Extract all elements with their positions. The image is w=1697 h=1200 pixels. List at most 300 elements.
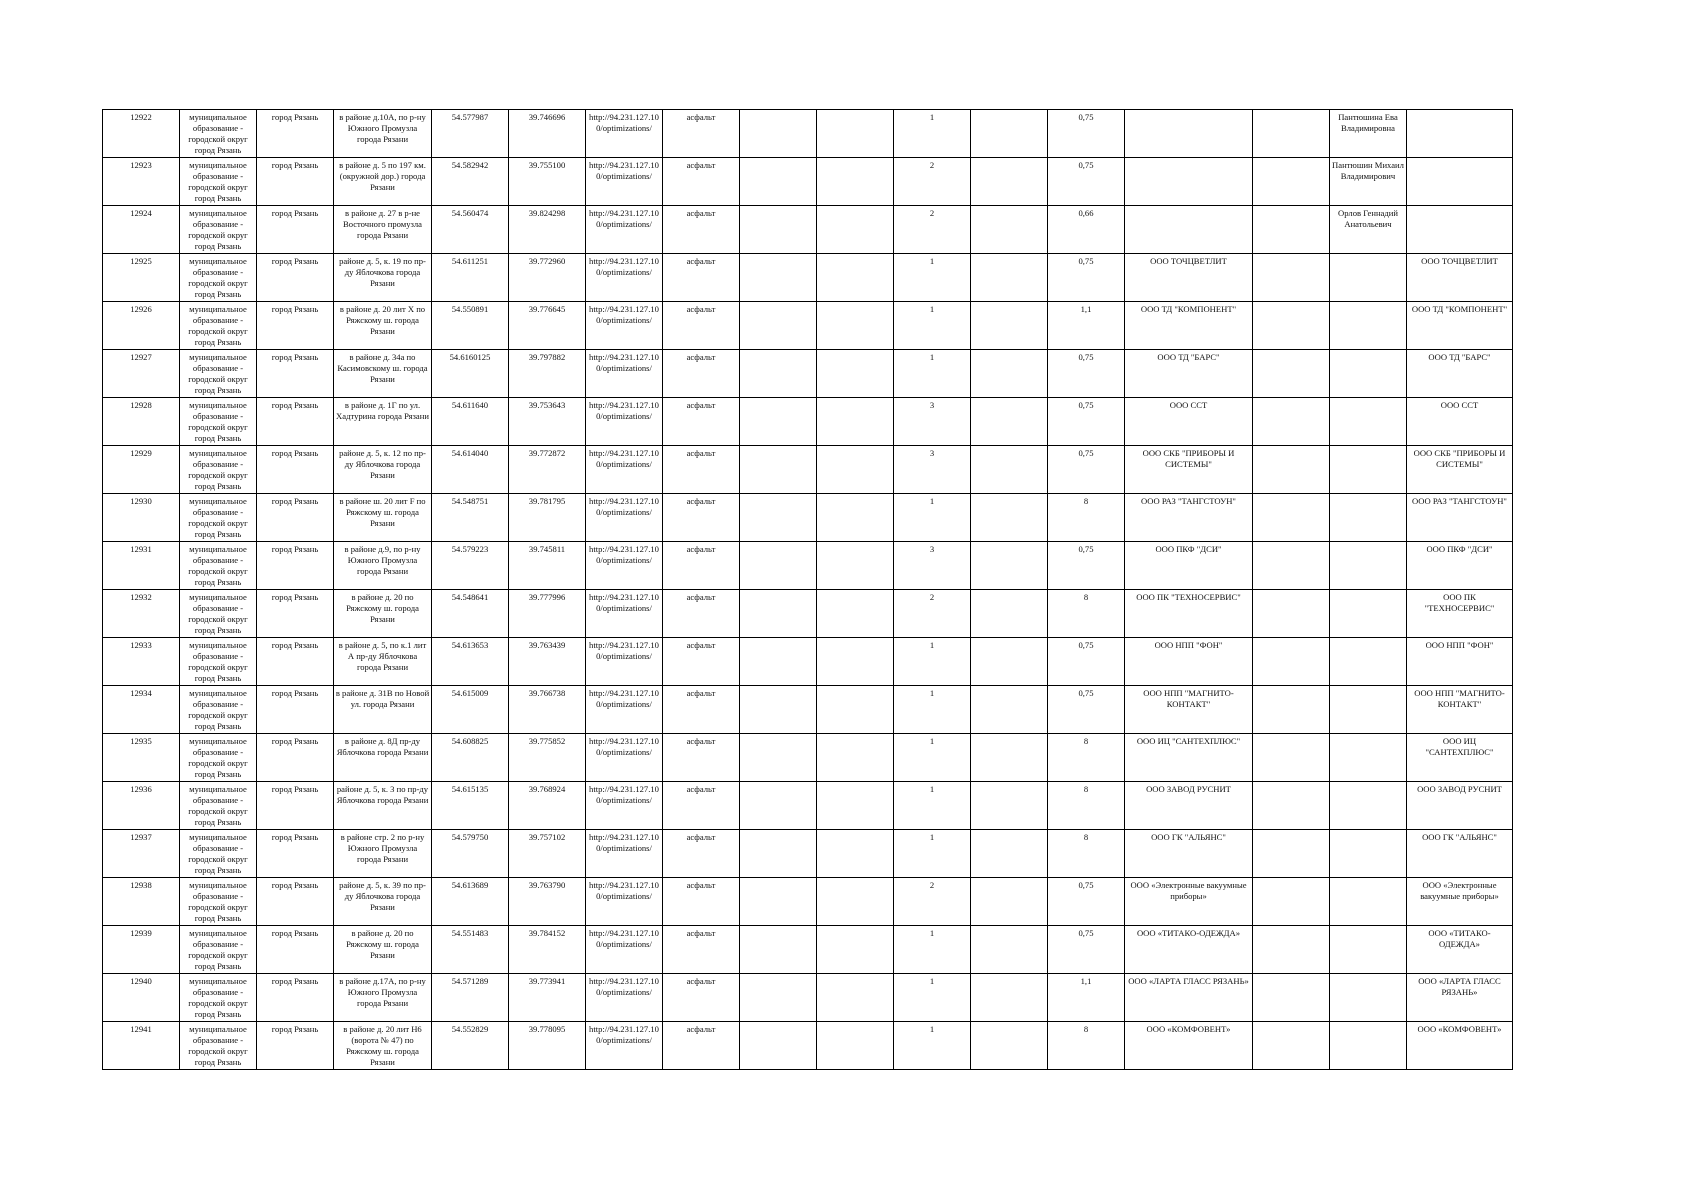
cell-owner: ООО ПК "ТЕХНОСЕРВИС" bbox=[1407, 590, 1513, 638]
cell-city: город Рязань bbox=[257, 494, 334, 542]
cell-longitude: 39.824298 bbox=[509, 206, 586, 254]
cell-organization: ООО ТД "БАРС" bbox=[1125, 350, 1253, 398]
cell-person bbox=[1330, 446, 1407, 494]
cell-city: город Рязань bbox=[257, 926, 334, 974]
cell-municipality: муниципальное образование - городской округ город Рязань bbox=[180, 638, 257, 686]
cell-latitude: 54.615135 bbox=[432, 782, 509, 830]
cell-volume: 0,75 bbox=[1048, 350, 1125, 398]
cell-municipality: муниципальное образование - городской округ город Рязань bbox=[180, 926, 257, 974]
cell-id: 12925 bbox=[103, 254, 180, 302]
cell-count: 1 bbox=[894, 350, 971, 398]
cell-surface: асфальт bbox=[663, 206, 740, 254]
cell-longitude: 39.797882 bbox=[509, 350, 586, 398]
cell-volume: 1,1 bbox=[1048, 302, 1125, 350]
cell-longitude: 39.755100 bbox=[509, 158, 586, 206]
cell-address: в районе д. 8Д пр-ду Яблочкова города Рязани bbox=[334, 734, 432, 782]
cell-count: 1 bbox=[894, 926, 971, 974]
cell-address: в районе д.17А, по р-ну Южного Промузла города Рязани bbox=[334, 974, 432, 1022]
cell-longitude: 39.763439 bbox=[509, 638, 586, 686]
cell-organization bbox=[1125, 110, 1253, 158]
cell-person bbox=[1330, 542, 1407, 590]
cell-volume: 0,75 bbox=[1048, 686, 1125, 734]
cell-empty bbox=[1253, 1022, 1330, 1070]
cell-count: 1 bbox=[894, 782, 971, 830]
cell-empty bbox=[740, 542, 817, 590]
cell-surface: асфальт bbox=[663, 782, 740, 830]
cell-latitude: 54.579750 bbox=[432, 830, 509, 878]
cell-id: 12937 bbox=[103, 830, 180, 878]
cell-link[interactable]: http://94.231.127.100/optimizations/ bbox=[586, 638, 663, 686]
cell-person bbox=[1330, 974, 1407, 1022]
cell-empty bbox=[817, 830, 894, 878]
cell-surface: асфальт bbox=[663, 302, 740, 350]
cell-city: город Рязань bbox=[257, 1022, 334, 1070]
cell-address: в районе д. 5 по 197 км. (окружной дор.) города Рязани bbox=[334, 158, 432, 206]
cell-empty bbox=[1253, 974, 1330, 1022]
cell-volume: 0,75 bbox=[1048, 158, 1125, 206]
cell-latitude: 54.582942 bbox=[432, 158, 509, 206]
cell-volume: 8 bbox=[1048, 830, 1125, 878]
cell-empty bbox=[740, 110, 817, 158]
cell-organization: ООО ПКФ "ДСИ" bbox=[1125, 542, 1253, 590]
cell-organization: ООО «ТИТАКО-ОДЕЖДА» bbox=[1125, 926, 1253, 974]
cell-person bbox=[1330, 734, 1407, 782]
cell-empty bbox=[740, 782, 817, 830]
cell-address: в районе д. 20 лит Н6 (ворота № 47) по Ряжскому ш. города Рязани bbox=[334, 1022, 432, 1070]
cell-count: 1 bbox=[894, 974, 971, 1022]
cell-surface: асфальт bbox=[663, 158, 740, 206]
cell-link[interactable]: http://94.231.127.100/optimizations/ bbox=[586, 206, 663, 254]
cell-latitude: 54.613653 bbox=[432, 638, 509, 686]
cell-empty bbox=[1253, 398, 1330, 446]
cell-empty bbox=[971, 446, 1048, 494]
cell-owner: ООО НПП "ФОН" bbox=[1407, 638, 1513, 686]
cell-empty bbox=[740, 1022, 817, 1070]
table-row bbox=[103, 158, 1513, 206]
cell-empty bbox=[740, 830, 817, 878]
cell-link[interactable]: http://94.231.127.100/optimizations/ bbox=[586, 782, 663, 830]
cell-count: 1 bbox=[894, 686, 971, 734]
cell-address: районе д. 5, к. 12 по пр-ду Яблочкова города Рязани bbox=[334, 446, 432, 494]
cell-organization: ООО ТОЧЦВЕТЛИТ bbox=[1125, 254, 1253, 302]
cell-volume: 0,75 bbox=[1048, 110, 1125, 158]
cell-city: город Рязань bbox=[257, 734, 334, 782]
cell-empty bbox=[817, 206, 894, 254]
cell-empty bbox=[817, 686, 894, 734]
cell-empty bbox=[971, 206, 1048, 254]
cell-surface: асфальт bbox=[663, 926, 740, 974]
cell-owner: ООО НПП "МАГНИТО-КОНТАКТ" bbox=[1407, 686, 1513, 734]
cell-address: в районе д. 20 лит X по Ряжскому ш. города Рязани bbox=[334, 302, 432, 350]
cell-address: районе д. 5, к. 3 по пр-ду Яблочкова города Рязани bbox=[334, 782, 432, 830]
cell-city: город Рязань bbox=[257, 590, 334, 638]
cell-surface: асфальт bbox=[663, 974, 740, 1022]
cell-empty bbox=[971, 350, 1048, 398]
cell-count: 2 bbox=[894, 590, 971, 638]
cell-organization: ООО ТД "КОМПОНЕНТ" bbox=[1125, 302, 1253, 350]
cell-municipality: муниципальное образование - городской округ город Рязань bbox=[180, 350, 257, 398]
cell-owner: ООО «КОМФОВЕНТ» bbox=[1407, 1022, 1513, 1070]
cell-longitude: 39.778095 bbox=[509, 1022, 586, 1070]
cell-organization: ООО ИЦ "САНТЕХПЛЮС" bbox=[1125, 734, 1253, 782]
cell-person: Пантюшина Ева Владимировна bbox=[1330, 110, 1407, 158]
cell-surface: асфальт bbox=[663, 494, 740, 542]
cell-link[interactable]: http://94.231.127.100/optimizations/ bbox=[586, 686, 663, 734]
cell-empty bbox=[817, 974, 894, 1022]
cell-address: в районе д. 34а по Касимовскому ш. города Рязани bbox=[334, 350, 432, 398]
cell-longitude: 39.745811 bbox=[509, 542, 586, 590]
cell-empty bbox=[1253, 782, 1330, 830]
cell-surface: асфальт bbox=[663, 1022, 740, 1070]
cell-person: Пантюшин Михаил Владимирович bbox=[1330, 158, 1407, 206]
cell-city: город Рязань bbox=[257, 830, 334, 878]
cell-link[interactable]: http://94.231.127.100/optimizations/ bbox=[586, 974, 663, 1022]
cell-empty bbox=[740, 686, 817, 734]
cell-link[interactable]: http://94.231.127.100/optimizations/ bbox=[586, 830, 663, 878]
cell-address: в районе д. 20 по Ряжскому ш. города Рязани bbox=[334, 590, 432, 638]
cell-empty bbox=[817, 494, 894, 542]
cell-latitude: 54.548641 bbox=[432, 590, 509, 638]
cell-empty bbox=[1253, 686, 1330, 734]
cell-person bbox=[1330, 830, 1407, 878]
cell-id: 12927 bbox=[103, 350, 180, 398]
cell-volume: 8 bbox=[1048, 494, 1125, 542]
cell-municipality: муниципальное образование - городской округ город Рязань bbox=[180, 302, 257, 350]
cell-city: город Рязань bbox=[257, 206, 334, 254]
table-row bbox=[103, 590, 1513, 638]
cell-empty bbox=[740, 446, 817, 494]
cell-municipality: муниципальное образование - городской округ город Рязань bbox=[180, 590, 257, 638]
cell-empty bbox=[740, 254, 817, 302]
cell-empty bbox=[1253, 350, 1330, 398]
cell-link[interactable]: http://94.231.127.100/optimizations/ bbox=[586, 1022, 663, 1070]
cell-empty bbox=[971, 638, 1048, 686]
cell-longitude: 39.775852 bbox=[509, 734, 586, 782]
cell-longitude: 39.763790 bbox=[509, 878, 586, 926]
table-row bbox=[103, 206, 1513, 254]
cell-volume: 8 bbox=[1048, 782, 1125, 830]
cell-person bbox=[1330, 878, 1407, 926]
cell-address: в районе стр. 2 по р-ну Южного Промузла города Рязани bbox=[334, 830, 432, 878]
cell-surface: асфальт bbox=[663, 878, 740, 926]
table-row bbox=[103, 398, 1513, 446]
cell-address: в районе д. 31В по Новой ул. города Рязани bbox=[334, 686, 432, 734]
cell-city: город Рязань bbox=[257, 638, 334, 686]
cell-empty bbox=[817, 590, 894, 638]
cell-organization: ООО «Электронные вакуумные приборы» bbox=[1125, 878, 1253, 926]
cell-empty bbox=[817, 398, 894, 446]
cell-longitude: 39.784152 bbox=[509, 926, 586, 974]
cell-count: 1 bbox=[894, 1022, 971, 1070]
cell-municipality: муниципальное образование - городской округ город Рязань bbox=[180, 734, 257, 782]
cell-organization: ООО «ЛАРТА ГЛАСС РЯЗАНЬ» bbox=[1125, 974, 1253, 1022]
table-row bbox=[103, 638, 1513, 686]
cell-surface: асфальт bbox=[663, 350, 740, 398]
cell-latitude: 54.577987 bbox=[432, 110, 509, 158]
cell-latitude: 54.552829 bbox=[432, 1022, 509, 1070]
cell-municipality: муниципальное образование - городской округ город Рязань bbox=[180, 398, 257, 446]
cell-longitude: 39.773941 bbox=[509, 974, 586, 1022]
cell-empty bbox=[1253, 590, 1330, 638]
cell-owner: ООО ГК "АЛЬЯНС" bbox=[1407, 830, 1513, 878]
cell-longitude: 39.777996 bbox=[509, 590, 586, 638]
cell-person bbox=[1330, 638, 1407, 686]
cell-latitude: 54.6160125 bbox=[432, 350, 509, 398]
cell-organization: ООО СКБ "ПРИБОРЫ И СИСТЕМЫ" bbox=[1125, 446, 1253, 494]
table-row bbox=[103, 926, 1513, 974]
cell-owner: ООО «ЛАРТА ГЛАСС РЯЗАНЬ» bbox=[1407, 974, 1513, 1022]
cell-address: в районе д. 27 в р-не Восточного промузла города Рязани bbox=[334, 206, 432, 254]
cell-empty bbox=[740, 974, 817, 1022]
table-row bbox=[103, 254, 1513, 302]
cell-count: 2 bbox=[894, 206, 971, 254]
cell-owner: ООО ТОЧЦВЕТЛИТ bbox=[1407, 254, 1513, 302]
table-row bbox=[103, 350, 1513, 398]
cell-link[interactable]: http://94.231.127.100/optimizations/ bbox=[586, 158, 663, 206]
cell-link[interactable]: http://94.231.127.100/optimizations/ bbox=[586, 110, 663, 158]
cell-id: 12922 bbox=[103, 110, 180, 158]
cell-owner: ООО ТД "КОМПОНЕНТ" bbox=[1407, 302, 1513, 350]
cell-surface: асфальт bbox=[663, 830, 740, 878]
cell-municipality: муниципальное образование - городской округ город Рязань bbox=[180, 494, 257, 542]
cell-volume: 0,75 bbox=[1048, 542, 1125, 590]
cell-longitude: 39.781795 bbox=[509, 494, 586, 542]
cell-count: 3 bbox=[894, 446, 971, 494]
cell-empty bbox=[817, 158, 894, 206]
cell-empty bbox=[1253, 446, 1330, 494]
cell-owner: ООО ТД "БАРС" bbox=[1407, 350, 1513, 398]
cell-empty bbox=[1253, 638, 1330, 686]
cell-organization: ООО ССТ bbox=[1125, 398, 1253, 446]
cell-city: город Рязань bbox=[257, 446, 334, 494]
cell-surface: асфальт bbox=[663, 446, 740, 494]
cell-empty bbox=[1253, 302, 1330, 350]
cell-empty bbox=[817, 542, 894, 590]
cell-organization: ООО НПП "МАГНИТО-КОНТАКТ" bbox=[1125, 686, 1253, 734]
cell-longitude: 39.772872 bbox=[509, 446, 586, 494]
cell-empty bbox=[971, 1022, 1048, 1070]
cell-link[interactable]: http://94.231.127.100/optimizations/ bbox=[586, 254, 663, 302]
cell-empty bbox=[1253, 254, 1330, 302]
cell-city: город Рязань bbox=[257, 878, 334, 926]
cell-longitude: 39.746696 bbox=[509, 110, 586, 158]
table-row bbox=[103, 1022, 1513, 1070]
cell-latitude: 54.550891 bbox=[432, 302, 509, 350]
cell-municipality: муниципальное образование - городской округ город Рязань bbox=[180, 974, 257, 1022]
cell-address: в районе д.9, по р-ну Южного Промузла города Рязани bbox=[334, 542, 432, 590]
cell-empty bbox=[971, 686, 1048, 734]
cell-person bbox=[1330, 398, 1407, 446]
cell-link[interactable]: http://94.231.127.100/optimizations/ bbox=[586, 350, 663, 398]
cell-empty bbox=[971, 302, 1048, 350]
cell-latitude: 54.579223 bbox=[432, 542, 509, 590]
cell-latitude: 54.608825 bbox=[432, 734, 509, 782]
cell-longitude: 39.772960 bbox=[509, 254, 586, 302]
cell-address: в районе д. 5, по к.1 лит А пр-ду Яблочкова города Рязани bbox=[334, 638, 432, 686]
table-body bbox=[103, 110, 1513, 1070]
cell-count: 2 bbox=[894, 158, 971, 206]
cell-volume: 8 bbox=[1048, 1022, 1125, 1070]
cell-volume: 1,1 bbox=[1048, 974, 1125, 1022]
cell-owner bbox=[1407, 110, 1513, 158]
cell-link[interactable]: http://94.231.127.100/optimizations/ bbox=[586, 878, 663, 926]
cell-id: 12939 bbox=[103, 926, 180, 974]
cell-link[interactable]: http://94.231.127.100/optimizations/ bbox=[586, 542, 663, 590]
cell-empty bbox=[740, 926, 817, 974]
cell-empty bbox=[971, 542, 1048, 590]
cell-empty bbox=[971, 158, 1048, 206]
table-row bbox=[103, 494, 1513, 542]
cell-link[interactable]: http://94.231.127.100/optimizations/ bbox=[586, 590, 663, 638]
cell-link[interactable]: http://94.231.127.100/optimizations/ bbox=[586, 926, 663, 974]
cell-person bbox=[1330, 494, 1407, 542]
cell-address: районе д. 5, к. 39 по пр-ду Яблочкова города Рязани bbox=[334, 878, 432, 926]
cell-city: город Рязань bbox=[257, 350, 334, 398]
table-row bbox=[103, 446, 1513, 494]
cell-latitude: 54.613689 bbox=[432, 878, 509, 926]
data-table bbox=[102, 109, 1513, 1070]
table-row bbox=[103, 782, 1513, 830]
cell-city: город Рязань bbox=[257, 974, 334, 1022]
cell-longitude: 39.776645 bbox=[509, 302, 586, 350]
cell-empty bbox=[740, 878, 817, 926]
cell-organization: ООО ГК "АЛЬЯНС" bbox=[1125, 830, 1253, 878]
cell-id: 12924 bbox=[103, 206, 180, 254]
cell-municipality: муниципальное образование - городской округ город Рязань bbox=[180, 158, 257, 206]
cell-owner: ООО «ТИТАКО-ОДЕЖДА» bbox=[1407, 926, 1513, 974]
cell-owner: ООО «Электронные вакуумные приборы» bbox=[1407, 878, 1513, 926]
cell-municipality: муниципальное образование - городской округ город Рязань bbox=[180, 830, 257, 878]
cell-count: 1 bbox=[894, 734, 971, 782]
cell-id: 12930 bbox=[103, 494, 180, 542]
cell-organization: ООО ПК "ТЕХНОСЕРВИС" bbox=[1125, 590, 1253, 638]
cell-address: в районе д.10А, по р-ну Южного Промузла города Рязани bbox=[334, 110, 432, 158]
cell-id: 12941 bbox=[103, 1022, 180, 1070]
cell-empty bbox=[971, 782, 1048, 830]
cell-surface: асфальт bbox=[663, 686, 740, 734]
cell-municipality: муниципальное образование - городской округ город Рязань bbox=[180, 446, 257, 494]
cell-surface: асфальт bbox=[663, 254, 740, 302]
cell-volume: 0,75 bbox=[1048, 878, 1125, 926]
cell-organization bbox=[1125, 206, 1253, 254]
cell-owner: ООО ИЦ "САНТЕХПЛЮС" bbox=[1407, 734, 1513, 782]
cell-address: в районе д. 20 по Ряжскому ш. города Рязани bbox=[334, 926, 432, 974]
cell-count: 1 bbox=[894, 830, 971, 878]
cell-municipality: муниципальное образование - городской округ город Рязань bbox=[180, 686, 257, 734]
cell-city: город Рязань bbox=[257, 158, 334, 206]
cell-owner: ООО ССТ bbox=[1407, 398, 1513, 446]
cell-link[interactable]: http://94.231.127.100/optimizations/ bbox=[586, 734, 663, 782]
cell-latitude: 54.611640 bbox=[432, 398, 509, 446]
cell-id: 12936 bbox=[103, 782, 180, 830]
cell-empty bbox=[1253, 734, 1330, 782]
cell-person bbox=[1330, 686, 1407, 734]
cell-surface: асфальт bbox=[663, 110, 740, 158]
cell-volume: 0,75 bbox=[1048, 254, 1125, 302]
cell-address: в районе д. 1Г по ул. Хадтурина города Рязани bbox=[334, 398, 432, 446]
cell-empty bbox=[1253, 158, 1330, 206]
cell-count: 1 bbox=[894, 254, 971, 302]
cell-empty bbox=[740, 734, 817, 782]
cell-city: город Рязань bbox=[257, 254, 334, 302]
cell-empty bbox=[740, 638, 817, 686]
cell-empty bbox=[817, 638, 894, 686]
cell-empty bbox=[971, 734, 1048, 782]
cell-id: 12926 bbox=[103, 302, 180, 350]
cell-latitude: 54.615009 bbox=[432, 686, 509, 734]
cell-empty bbox=[817, 734, 894, 782]
cell-surface: асфальт bbox=[663, 638, 740, 686]
cell-count: 1 bbox=[894, 494, 971, 542]
cell-empty bbox=[817, 254, 894, 302]
cell-person bbox=[1330, 302, 1407, 350]
cell-link[interactable]: http://94.231.127.100/optimizations/ bbox=[586, 302, 663, 350]
cell-city: город Рязань bbox=[257, 542, 334, 590]
cell-empty bbox=[740, 302, 817, 350]
cell-municipality: муниципальное образование - городской округ город Рязань bbox=[180, 110, 257, 158]
cell-id: 12932 bbox=[103, 590, 180, 638]
cell-latitude: 54.611251 bbox=[432, 254, 509, 302]
table-row bbox=[103, 302, 1513, 350]
cell-latitude: 54.614040 bbox=[432, 446, 509, 494]
cell-empty bbox=[740, 350, 817, 398]
table-row bbox=[103, 878, 1513, 926]
cell-volume: 0,75 bbox=[1048, 398, 1125, 446]
cell-person bbox=[1330, 782, 1407, 830]
cell-volume: 0,75 bbox=[1048, 638, 1125, 686]
cell-link[interactable]: http://94.231.127.100/optimizations/ bbox=[586, 398, 663, 446]
cell-empty bbox=[971, 398, 1048, 446]
cell-latitude: 54.548751 bbox=[432, 494, 509, 542]
cell-municipality: муниципальное образование - городской округ город Рязань bbox=[180, 254, 257, 302]
cell-empty bbox=[740, 398, 817, 446]
cell-owner: ООО ПКФ "ДСИ" bbox=[1407, 542, 1513, 590]
table-row bbox=[103, 542, 1513, 590]
cell-id: 12933 bbox=[103, 638, 180, 686]
cell-empty bbox=[817, 446, 894, 494]
cell-empty bbox=[817, 926, 894, 974]
cell-latitude: 54.571289 bbox=[432, 974, 509, 1022]
cell-id: 12929 bbox=[103, 446, 180, 494]
table-row bbox=[103, 686, 1513, 734]
cell-empty bbox=[971, 830, 1048, 878]
cell-empty bbox=[971, 878, 1048, 926]
cell-person bbox=[1330, 926, 1407, 974]
table-row bbox=[103, 830, 1513, 878]
cell-id: 12923 bbox=[103, 158, 180, 206]
cell-surface: асфальт bbox=[663, 734, 740, 782]
cell-empty bbox=[817, 1022, 894, 1070]
cell-city: город Рязань bbox=[257, 302, 334, 350]
cell-city: город Рязань bbox=[257, 686, 334, 734]
cell-empty bbox=[971, 590, 1048, 638]
cell-empty bbox=[1253, 830, 1330, 878]
cell-surface: асфальт bbox=[663, 398, 740, 446]
cell-volume: 0,75 bbox=[1048, 926, 1125, 974]
cell-empty bbox=[1253, 542, 1330, 590]
cell-id: 12938 bbox=[103, 878, 180, 926]
cell-empty bbox=[817, 110, 894, 158]
cell-empty bbox=[817, 878, 894, 926]
cell-organization bbox=[1125, 158, 1253, 206]
cell-owner: ООО РАЗ "ТАНГСТОУН" bbox=[1407, 494, 1513, 542]
cell-municipality: муниципальное образование - городской округ город Рязань bbox=[180, 206, 257, 254]
cell-empty bbox=[740, 494, 817, 542]
cell-link[interactable]: http://94.231.127.100/optimizations/ bbox=[586, 494, 663, 542]
cell-link[interactable]: http://94.231.127.100/optimizations/ bbox=[586, 446, 663, 494]
cell-surface: асфальт bbox=[663, 542, 740, 590]
cell-empty bbox=[971, 974, 1048, 1022]
